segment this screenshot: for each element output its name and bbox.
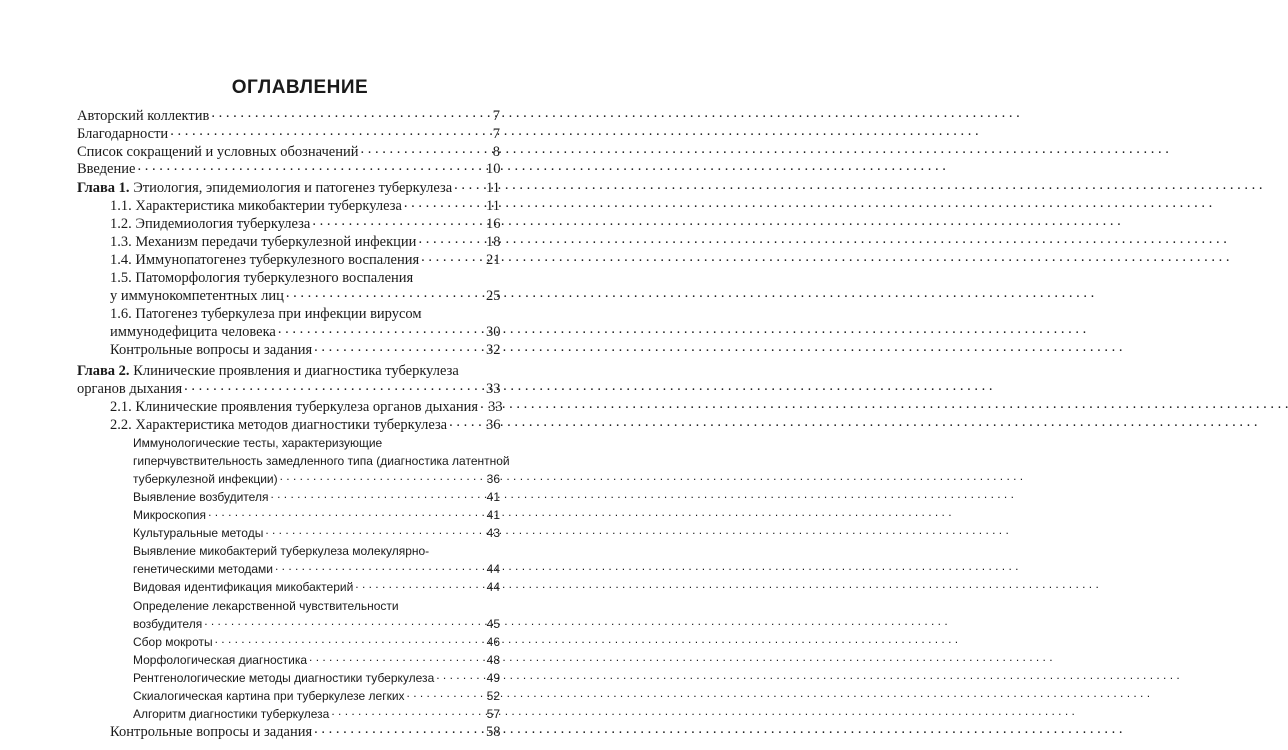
toc-subsection-sputum[interactable]: Сбор мокроты . . . 46	[133, 633, 500, 652]
toc-subsection-molecular[interactable]: генетическими методами . . . 44	[133, 560, 500, 579]
leader-dots	[184, 377, 484, 396]
toc-subsection-pathogen[interactable]: Выявление возбудителя . . . 41	[133, 488, 500, 507]
toc-entry-authors[interactable]: Авторский коллектив . . . 7	[77, 107, 500, 126]
leader-dots	[314, 720, 484, 739]
leader-dots	[454, 176, 484, 195]
toc-subsection-skiology[interactable]: Скиалогическая картина при туберкулезе легких . . . 52	[133, 687, 500, 706]
toc-chapter-2-control[interactable]: Контрольные вопросы и задания . . . 58	[110, 723, 500, 742]
toc-subsection-microscopy[interactable]: Микроскопия . . . 41	[133, 506, 500, 525]
leader-dots	[211, 104, 484, 123]
toc-section-1-3[interactable]: 1.3. Механизм передачи туберкулезной инфекции . . . 18	[110, 233, 500, 252]
toc-section-1-5[interactable]: у иммунокомпетентных лиц . . . 25	[110, 287, 500, 306]
toc-subsection-immuno-line1[interactable]: Иммунологические тесты, характеризующие	[133, 436, 383, 450]
toc-subsection-immuno[interactable]: туберкулезной инфекции) . . . 36	[133, 470, 500, 489]
leader-dots	[314, 338, 484, 357]
toc-section-1-6-line1[interactable]: 1.6. Патогенез туберкулеза при инфекции вирусом	[110, 306, 422, 322]
toc-chapter-1[interactable]: Глава 1. Этиология, эпидемиология и патогенез туберкулеза . . . 11	[77, 179, 500, 198]
leader-dots	[421, 248, 484, 267]
toc-subsection-xray[interactable]: Рентгенологические методы диагностики туберкулеза . . . 49	[133, 669, 500, 688]
leader-dots	[215, 630, 484, 649]
leader-dots	[355, 575, 484, 594]
toc-subsection-immuno-line2[interactable]: гиперчувствительность замедленного типа (диагностика латентной	[133, 454, 510, 468]
leader-dots	[204, 612, 484, 631]
toc-subsection-culture[interactable]: Культуральные методы . . . 43	[133, 524, 500, 543]
leader-dots	[404, 194, 484, 213]
leader-dots	[312, 212, 484, 231]
toc-section-1-6[interactable]: иммунодефицита человека . . . 30	[110, 323, 500, 342]
toc-entry-introduction[interactable]: Введение . . . 10	[77, 160, 500, 179]
toc-entry-acknowledgements[interactable]: Благодарности . . . 7	[77, 125, 500, 144]
chapter-title: Клинические проявления и диагностика туберкулеза	[133, 363, 459, 379]
leader-dots	[265, 521, 484, 540]
toc-page	[0, 0, 600, 750]
leader-dots	[208, 503, 484, 522]
toc-subsection-algorithm[interactable]: Алгоритм диагностики туберкулеза . . . 57	[133, 705, 500, 724]
leader-dots	[275, 557, 484, 576]
chapter-label: Глава 2.	[77, 363, 130, 379]
toc-section-1-4[interactable]: 1.4. Иммунопатогенез туберкулезного воспаления . . . 21	[110, 251, 500, 270]
leader-dots	[436, 666, 484, 685]
page-title: ОГЛАВЛЕНИЕ	[231, 77, 369, 98]
leader-dots	[449, 413, 484, 432]
toc-section-1-1[interactable]: 1.1. Характеристика микобактерии туберкулеза . . . 11	[110, 197, 500, 216]
toc-section-2-2[interactable]: 2.2. Характеристика методов диагностики туберкулеза . . . 36	[110, 416, 500, 435]
leader-dots	[407, 684, 484, 703]
toc-chapter-2[interactable]: органов дыхания . . . 33	[77, 380, 500, 399]
toc-entry-abbreviations[interactable]: Список сокращений и условных обозначений . . . 8	[77, 143, 500, 162]
leader-dots	[331, 702, 484, 721]
leader-dots	[280, 467, 484, 486]
toc-subsection-susceptibility[interactable]: возбудителя . . . 45	[133, 615, 500, 634]
toc-subsection-morphology[interactable]: Морфологическая диагностика . . . 48	[133, 651, 500, 670]
leader-dots	[270, 485, 484, 504]
toc-subsection-molecular-line1[interactable]: Выявление микобактерий туберкулеза молекулярно-	[133, 544, 430, 558]
leader-dots	[278, 320, 484, 339]
leader-dots	[170, 122, 484, 141]
toc-section-2-1[interactable]: 2.1. Клинические проявления туберкулеза органов дыхания . . . 33	[110, 398, 500, 417]
toc-chapter-1-control[interactable]: Контрольные вопросы и задания . . . 32	[110, 341, 500, 360]
leader-dots	[286, 284, 484, 303]
leader-dots	[480, 395, 486, 414]
toc-section-1-2[interactable]: 1.2. Эпидемиология туберкулеза . . . 16	[110, 215, 500, 234]
toc-section-1-5-line1[interactable]: 1.5. Патоморфология туберкулезного воспаления	[110, 270, 414, 286]
toc-subsection-susceptibility-line1[interactable]: Определение лекарственной чувствительности	[133, 599, 399, 613]
chapter-title: Этиология, эпидемиология и патогенез туберкулеза	[133, 180, 453, 196]
chapter-label: Глава 1.	[77, 180, 130, 196]
leader-dots	[137, 157, 484, 176]
toc-subsection-species[interactable]: Видовая идентификация микобактерий . . . 44	[133, 578, 500, 597]
leader-dots	[309, 648, 484, 667]
leader-dots	[418, 230, 484, 249]
